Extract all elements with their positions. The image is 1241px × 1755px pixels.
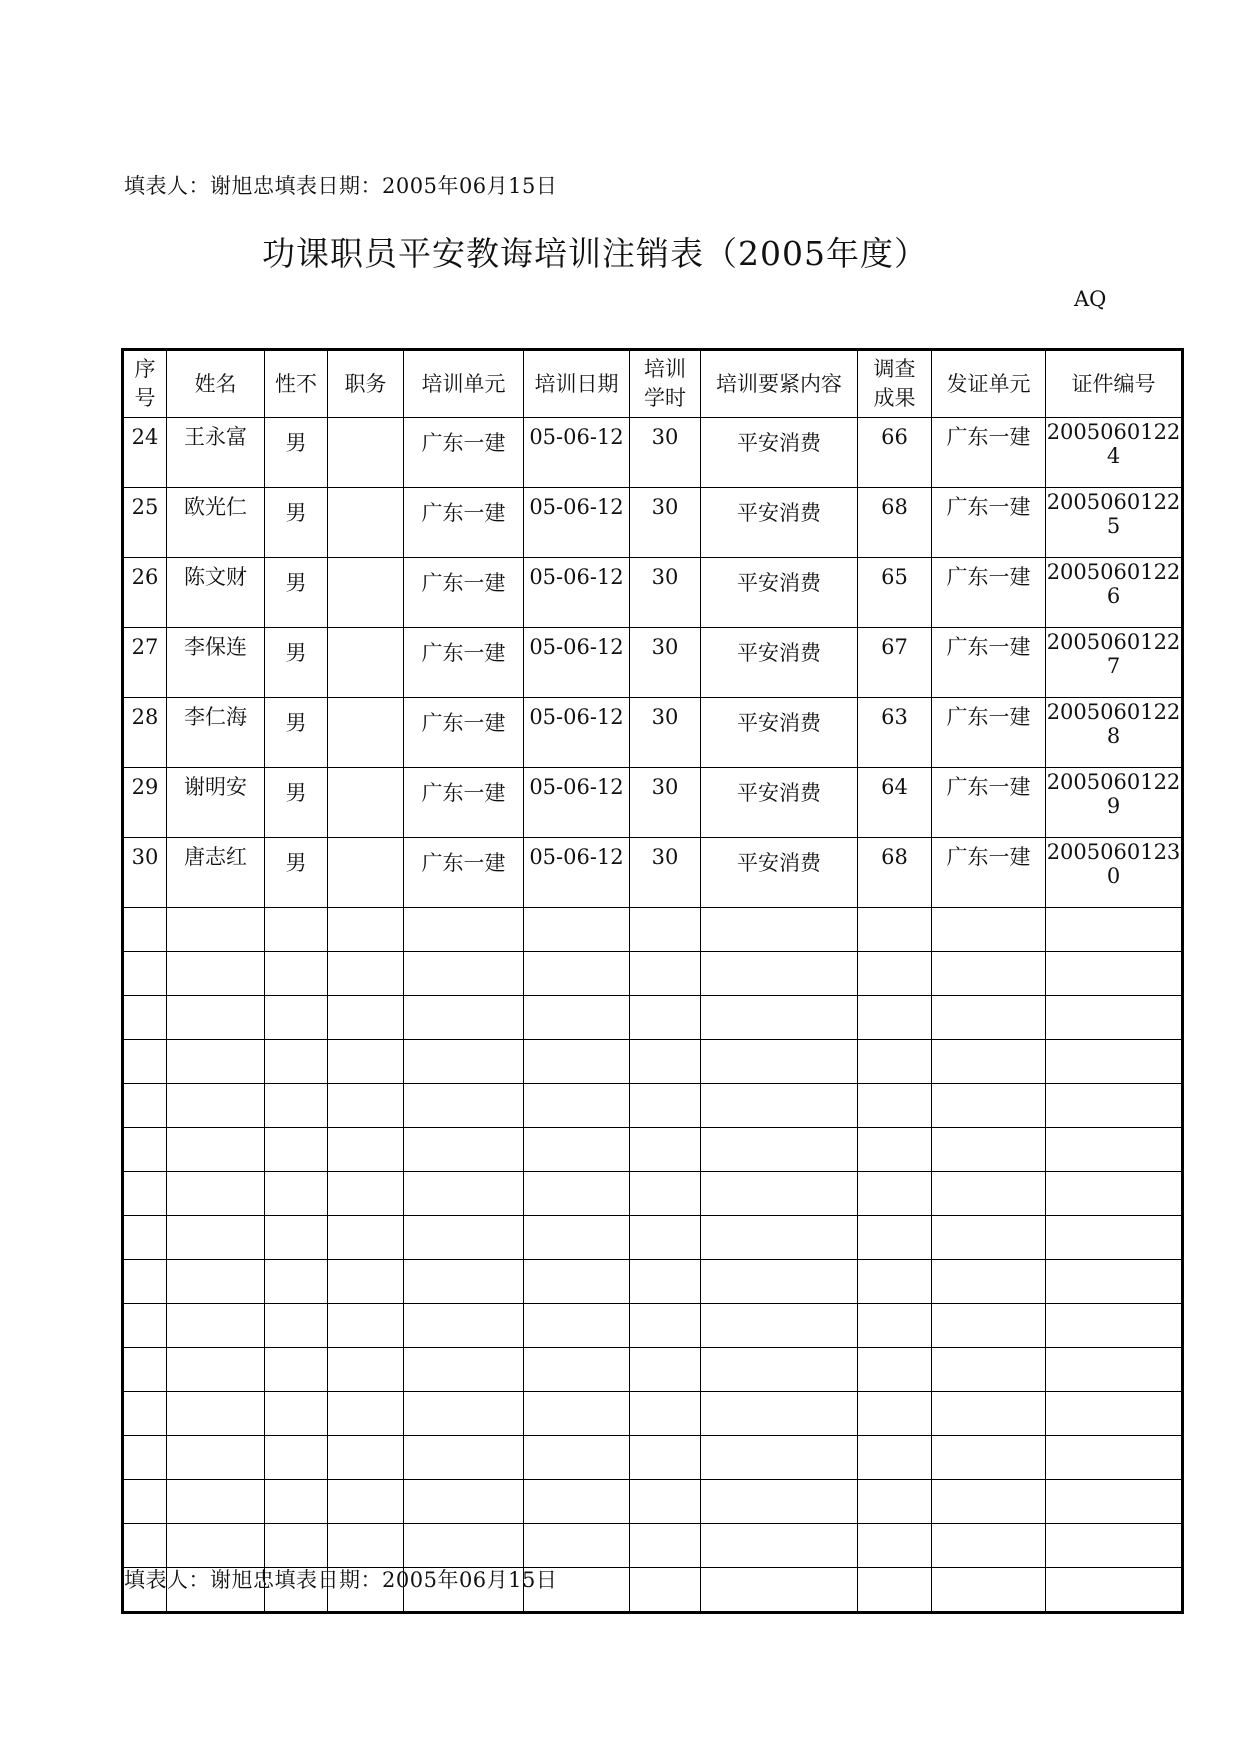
- empty-cell: [404, 1260, 524, 1304]
- table-body: [123, 418, 1183, 1613]
- empty-cell: [265, 1084, 328, 1128]
- cell-unit: 广东一建: [404, 558, 524, 628]
- empty-row: [123, 1392, 1183, 1436]
- empty-cell: [265, 1480, 328, 1524]
- cell-gender: 男: [265, 698, 328, 768]
- empty-cell: [404, 908, 524, 952]
- empty-cell: [524, 1172, 630, 1216]
- empty-cell: [701, 1392, 858, 1436]
- empty-cell: [630, 996, 701, 1040]
- empty-cell: [524, 1260, 630, 1304]
- empty-cell: [1046, 908, 1183, 952]
- cell-content: 平安消费: [701, 768, 858, 838]
- cell-cert: 20050601230: [1046, 838, 1183, 908]
- empty-cell: [858, 1480, 932, 1524]
- empty-cell: [167, 1436, 265, 1480]
- col-header-date: 培训日期: [524, 350, 630, 418]
- cell-gender: 男: [265, 558, 328, 628]
- empty-cell: [701, 996, 858, 1040]
- empty-cell: [123, 1304, 167, 1348]
- empty-cell: [1046, 1304, 1183, 1348]
- empty-cell: [524, 996, 630, 1040]
- cell-content: 平安消费: [701, 628, 858, 698]
- cell-issuer: 广东一建: [932, 698, 1046, 768]
- col-header-no: 序 号: [123, 350, 167, 418]
- empty-cell: [265, 1260, 328, 1304]
- cell-issuer: 广东一建: [932, 418, 1046, 488]
- empty-cell: [167, 1480, 265, 1524]
- cell-issuer: 广东一建: [932, 768, 1046, 838]
- empty-cell: [524, 1524, 630, 1568]
- cell-hours: 30: [630, 488, 701, 558]
- cell-no: 27: [123, 628, 167, 698]
- cell-unit: 广东一建: [404, 628, 524, 698]
- empty-cell: [265, 1392, 328, 1436]
- empty-cell: [858, 996, 932, 1040]
- empty-cell: [265, 908, 328, 952]
- empty-cell: [1046, 996, 1183, 1040]
- empty-row: [123, 908, 1183, 952]
- cell-gender: 男: [265, 768, 328, 838]
- form-code: AQ: [1074, 287, 1107, 311]
- empty-cell: [630, 952, 701, 996]
- cell-date: 05-06-12: [524, 488, 630, 558]
- empty-cell: [932, 1348, 1046, 1392]
- empty-cell: [167, 1304, 265, 1348]
- empty-cell: [404, 1436, 524, 1480]
- empty-cell: [328, 1040, 404, 1084]
- empty-cell: [858, 952, 932, 996]
- empty-cell: [524, 1436, 630, 1480]
- cell-content: 平安消费: [701, 418, 858, 488]
- empty-cell: [932, 1524, 1046, 1568]
- empty-cell: [932, 1392, 1046, 1436]
- empty-cell: [123, 1436, 167, 1480]
- empty-cell: [701, 1216, 858, 1260]
- empty-cell: [328, 1480, 404, 1524]
- empty-cell: [167, 1128, 265, 1172]
- empty-cell: [1046, 1084, 1183, 1128]
- empty-cell: [265, 1304, 328, 1348]
- cell-cert: 20050601228: [1046, 698, 1183, 768]
- empty-cell: [404, 1040, 524, 1084]
- cell-no: 30: [123, 838, 167, 908]
- empty-cell: [701, 1260, 858, 1304]
- empty-row: [123, 1348, 1183, 1392]
- cell-score: 68: [858, 838, 932, 908]
- cell-position: [328, 698, 404, 768]
- empty-cell: [932, 908, 1046, 952]
- cell-unit: 广东一建: [404, 768, 524, 838]
- empty-row: [123, 1172, 1183, 1216]
- cell-hours: 30: [630, 698, 701, 768]
- cell-date: 05-06-12: [524, 768, 630, 838]
- cell-no: 26: [123, 558, 167, 628]
- empty-cell: [932, 1084, 1046, 1128]
- empty-cell: [630, 1480, 701, 1524]
- cell-hours: 30: [630, 768, 701, 838]
- empty-cell: [265, 996, 328, 1040]
- empty-cell: [630, 1128, 701, 1172]
- cell-hours: 30: [630, 558, 701, 628]
- empty-cell: [404, 1392, 524, 1436]
- empty-cell: [932, 1436, 1046, 1480]
- col-header-score: 调查 成果: [858, 350, 932, 418]
- empty-cell: [701, 1568, 858, 1613]
- cell-position: [328, 768, 404, 838]
- empty-cell: [328, 1172, 404, 1216]
- empty-cell: [932, 996, 1046, 1040]
- empty-cell: [265, 1348, 328, 1392]
- col-header-name: 姓名: [167, 350, 265, 418]
- cell-name: 李仁海: [167, 698, 265, 768]
- empty-cell: [328, 1304, 404, 1348]
- empty-cell: [328, 908, 404, 952]
- empty-cell: [404, 952, 524, 996]
- fill-info-top: 填表人：谢旭忠填表日期：2005年06月15日: [124, 174, 558, 198]
- col-header-hours: 培训 学时: [630, 350, 701, 418]
- cell-name: 谢明安: [167, 768, 265, 838]
- empty-cell: [167, 908, 265, 952]
- empty-cell: [167, 1392, 265, 1436]
- cell-score: 68: [858, 488, 932, 558]
- table-row: [123, 558, 1183, 628]
- empty-cell: [630, 1392, 701, 1436]
- table-header-row: [123, 350, 1183, 418]
- cell-unit: 广东一建: [404, 698, 524, 768]
- cell-no: 28: [123, 698, 167, 768]
- empty-cell: [524, 1084, 630, 1128]
- page-title: 功课职员平安教诲培训注销表（2005年度）: [262, 234, 928, 273]
- cell-date: 05-06-12: [524, 418, 630, 488]
- col-header-content: 培训要紧内容: [701, 350, 858, 418]
- empty-cell: [167, 952, 265, 996]
- empty-row: [123, 1260, 1183, 1304]
- empty-cell: [167, 996, 265, 1040]
- empty-cell: [524, 1128, 630, 1172]
- empty-cell: [524, 1480, 630, 1524]
- cell-cert: 20050601229: [1046, 768, 1183, 838]
- empty-cell: [858, 1348, 932, 1392]
- empty-cell: [524, 1216, 630, 1260]
- cell-hours: 30: [630, 838, 701, 908]
- empty-cell: [1046, 1172, 1183, 1216]
- empty-cell: [123, 908, 167, 952]
- empty-cell: [858, 1040, 932, 1084]
- empty-cell: [265, 1040, 328, 1084]
- empty-cell: [1046, 1128, 1183, 1172]
- empty-cell: [630, 1568, 701, 1613]
- cell-position: [328, 488, 404, 558]
- cell-score: 67: [858, 628, 932, 698]
- empty-cell: [701, 1480, 858, 1524]
- empty-cell: [858, 1568, 932, 1613]
- empty-row: [123, 952, 1183, 996]
- empty-cell: [932, 1172, 1046, 1216]
- empty-cell: [858, 1524, 932, 1568]
- empty-row: [123, 1480, 1183, 1524]
- table-row: [123, 488, 1183, 558]
- empty-cell: [1046, 1568, 1183, 1613]
- empty-cell: [1046, 952, 1183, 996]
- cell-position: [328, 838, 404, 908]
- empty-cell: [265, 1128, 328, 1172]
- cell-no: 24: [123, 418, 167, 488]
- empty-cell: [524, 1040, 630, 1084]
- empty-cell: [858, 1436, 932, 1480]
- empty-cell: [701, 1436, 858, 1480]
- col-header-unit: 培训单元: [404, 350, 524, 418]
- empty-row: [123, 1128, 1183, 1172]
- empty-cell: [701, 1348, 858, 1392]
- empty-cell: [265, 952, 328, 996]
- empty-cell: [123, 1172, 167, 1216]
- empty-cell: [404, 1172, 524, 1216]
- cell-score: 65: [858, 558, 932, 628]
- empty-cell: [123, 1348, 167, 1392]
- cell-unit: 广东一建: [404, 418, 524, 488]
- empty-cell: [858, 1392, 932, 1436]
- cell-cert: 20050601224: [1046, 418, 1183, 488]
- empty-row: [123, 1216, 1183, 1260]
- empty-row: [123, 1304, 1183, 1348]
- cell-issuer: 广东一建: [932, 558, 1046, 628]
- empty-cell: [701, 908, 858, 952]
- cell-content: 平安消费: [701, 488, 858, 558]
- cell-name: 欧光仁: [167, 488, 265, 558]
- empty-cell: [123, 1524, 167, 1568]
- empty-cell: [630, 1304, 701, 1348]
- empty-cell: [167, 1216, 265, 1260]
- empty-cell: [123, 1216, 167, 1260]
- empty-cell: [167, 1260, 265, 1304]
- empty-cell: [167, 1084, 265, 1128]
- cell-issuer: 广东一建: [932, 838, 1046, 908]
- empty-cell: [123, 1084, 167, 1128]
- cell-name: 李保连: [167, 628, 265, 698]
- empty-cell: [123, 1128, 167, 1172]
- empty-cell: [167, 1172, 265, 1216]
- empty-cell: [932, 1568, 1046, 1613]
- empty-row: [123, 1524, 1183, 1568]
- cell-score: 66: [858, 418, 932, 488]
- registration-table: [121, 348, 1184, 1614]
- cell-gender: 男: [265, 628, 328, 698]
- cell-date: 05-06-12: [524, 628, 630, 698]
- empty-cell: [701, 1304, 858, 1348]
- empty-cell: [524, 952, 630, 996]
- cell-cert: 20050601226: [1046, 558, 1183, 628]
- empty-cell: [167, 1348, 265, 1392]
- col-header-issuer: 发证单元: [932, 350, 1046, 418]
- empty-cell: [404, 1524, 524, 1568]
- empty-cell: [1046, 1348, 1183, 1392]
- cell-cert: 20050601227: [1046, 628, 1183, 698]
- empty-cell: [858, 1172, 932, 1216]
- empty-cell: [328, 1348, 404, 1392]
- empty-cell: [701, 1084, 858, 1128]
- cell-unit: 广东一建: [404, 488, 524, 558]
- empty-cell: [404, 1480, 524, 1524]
- empty-cell: [328, 1260, 404, 1304]
- empty-cell: [1046, 1216, 1183, 1260]
- empty-cell: [932, 1304, 1046, 1348]
- cell-content: 平安消费: [701, 558, 858, 628]
- empty-cell: [630, 1436, 701, 1480]
- table-row: [123, 838, 1183, 908]
- empty-cell: [858, 1216, 932, 1260]
- cell-gender: 男: [265, 838, 328, 908]
- empty-cell: [328, 1128, 404, 1172]
- empty-cell: [404, 1128, 524, 1172]
- empty-cell: [1046, 1436, 1183, 1480]
- col-header-cert: 证件编号: [1046, 350, 1183, 418]
- empty-cell: [932, 1480, 1046, 1524]
- empty-cell: [404, 1216, 524, 1260]
- cell-unit: 广东一建: [404, 838, 524, 908]
- empty-cell: [265, 1524, 328, 1568]
- empty-cell: [123, 996, 167, 1040]
- empty-cell: [630, 1348, 701, 1392]
- empty-cell: [630, 1172, 701, 1216]
- empty-cell: [858, 1260, 932, 1304]
- cell-hours: 30: [630, 628, 701, 698]
- empty-cell: [701, 952, 858, 996]
- empty-cell: [265, 1172, 328, 1216]
- empty-cell: [630, 1216, 701, 1260]
- cell-date: 05-06-12: [524, 698, 630, 768]
- cell-no: 29: [123, 768, 167, 838]
- empty-cell: [524, 1304, 630, 1348]
- cell-cert: 20050601225: [1046, 488, 1183, 558]
- empty-cell: [858, 1128, 932, 1172]
- table-row: [123, 698, 1183, 768]
- cell-content: 平安消费: [701, 838, 858, 908]
- empty-cell: [328, 1436, 404, 1480]
- empty-cell: [404, 1084, 524, 1128]
- empty-cell: [328, 1524, 404, 1568]
- empty-cell: [328, 1392, 404, 1436]
- cell-content: 平安消费: [701, 698, 858, 768]
- empty-cell: [630, 1084, 701, 1128]
- table-row: [123, 418, 1183, 488]
- empty-cell: [858, 1084, 932, 1128]
- table-row: [123, 768, 1183, 838]
- empty-cell: [404, 1348, 524, 1392]
- cell-position: [328, 418, 404, 488]
- empty-cell: [123, 1260, 167, 1304]
- cell-name: 陈文财: [167, 558, 265, 628]
- empty-cell: [932, 1260, 1046, 1304]
- cell-issuer: 广东一建: [932, 488, 1046, 558]
- empty-row: [123, 1084, 1183, 1128]
- table-row: [123, 628, 1183, 698]
- empty-cell: [701, 1040, 858, 1084]
- empty-cell: [932, 952, 1046, 996]
- empty-cell: [1046, 1040, 1183, 1084]
- cell-gender: 男: [265, 418, 328, 488]
- empty-cell: [123, 1040, 167, 1084]
- empty-cell: [1046, 1392, 1183, 1436]
- col-header-position: 职务: [328, 350, 404, 418]
- empty-cell: [1046, 1524, 1183, 1568]
- empty-cell: [167, 1524, 265, 1568]
- empty-cell: [123, 952, 167, 996]
- empty-cell: [404, 1304, 524, 1348]
- empty-cell: [524, 908, 630, 952]
- cell-name: 唐志红: [167, 838, 265, 908]
- empty-cell: [858, 1304, 932, 1348]
- cell-hours: 30: [630, 418, 701, 488]
- empty-cell: [932, 1128, 1046, 1172]
- empty-cell: [701, 1524, 858, 1568]
- empty-cell: [123, 1480, 167, 1524]
- fill-info-bottom: 填表人：谢旭忠填表日期：2005年06月15日: [124, 1568, 558, 1592]
- empty-cell: [328, 952, 404, 996]
- cell-date: 05-06-12: [524, 558, 630, 628]
- empty-cell: [701, 1128, 858, 1172]
- cell-score: 63: [858, 698, 932, 768]
- empty-cell: [328, 1084, 404, 1128]
- empty-cell: [123, 1392, 167, 1436]
- empty-cell: [167, 1040, 265, 1084]
- empty-cell: [265, 1216, 328, 1260]
- cell-date: 05-06-12: [524, 838, 630, 908]
- cell-score: 64: [858, 768, 932, 838]
- empty-cell: [404, 996, 524, 1040]
- empty-cell: [932, 1040, 1046, 1084]
- empty-cell: [1046, 1480, 1183, 1524]
- cell-position: [328, 628, 404, 698]
- cell-position: [328, 558, 404, 628]
- empty-cell: [858, 908, 932, 952]
- cell-no: 25: [123, 488, 167, 558]
- empty-cell: [932, 1216, 1046, 1260]
- empty-row: [123, 996, 1183, 1040]
- empty-cell: [524, 1348, 630, 1392]
- empty-cell: [265, 1436, 328, 1480]
- col-header-gender: 性不: [265, 350, 328, 418]
- empty-row: [123, 1436, 1183, 1480]
- empty-cell: [1046, 1260, 1183, 1304]
- empty-cell: [328, 1216, 404, 1260]
- cell-gender: 男: [265, 488, 328, 558]
- cell-issuer: 广东一建: [932, 628, 1046, 698]
- cell-name: 王永富: [167, 418, 265, 488]
- empty-cell: [630, 1260, 701, 1304]
- empty-cell: [524, 1392, 630, 1436]
- empty-cell: [630, 908, 701, 952]
- empty-cell: [328, 996, 404, 1040]
- empty-cell: [701, 1172, 858, 1216]
- empty-row: [123, 1040, 1183, 1084]
- empty-cell: [630, 1524, 701, 1568]
- empty-cell: [630, 1040, 701, 1084]
